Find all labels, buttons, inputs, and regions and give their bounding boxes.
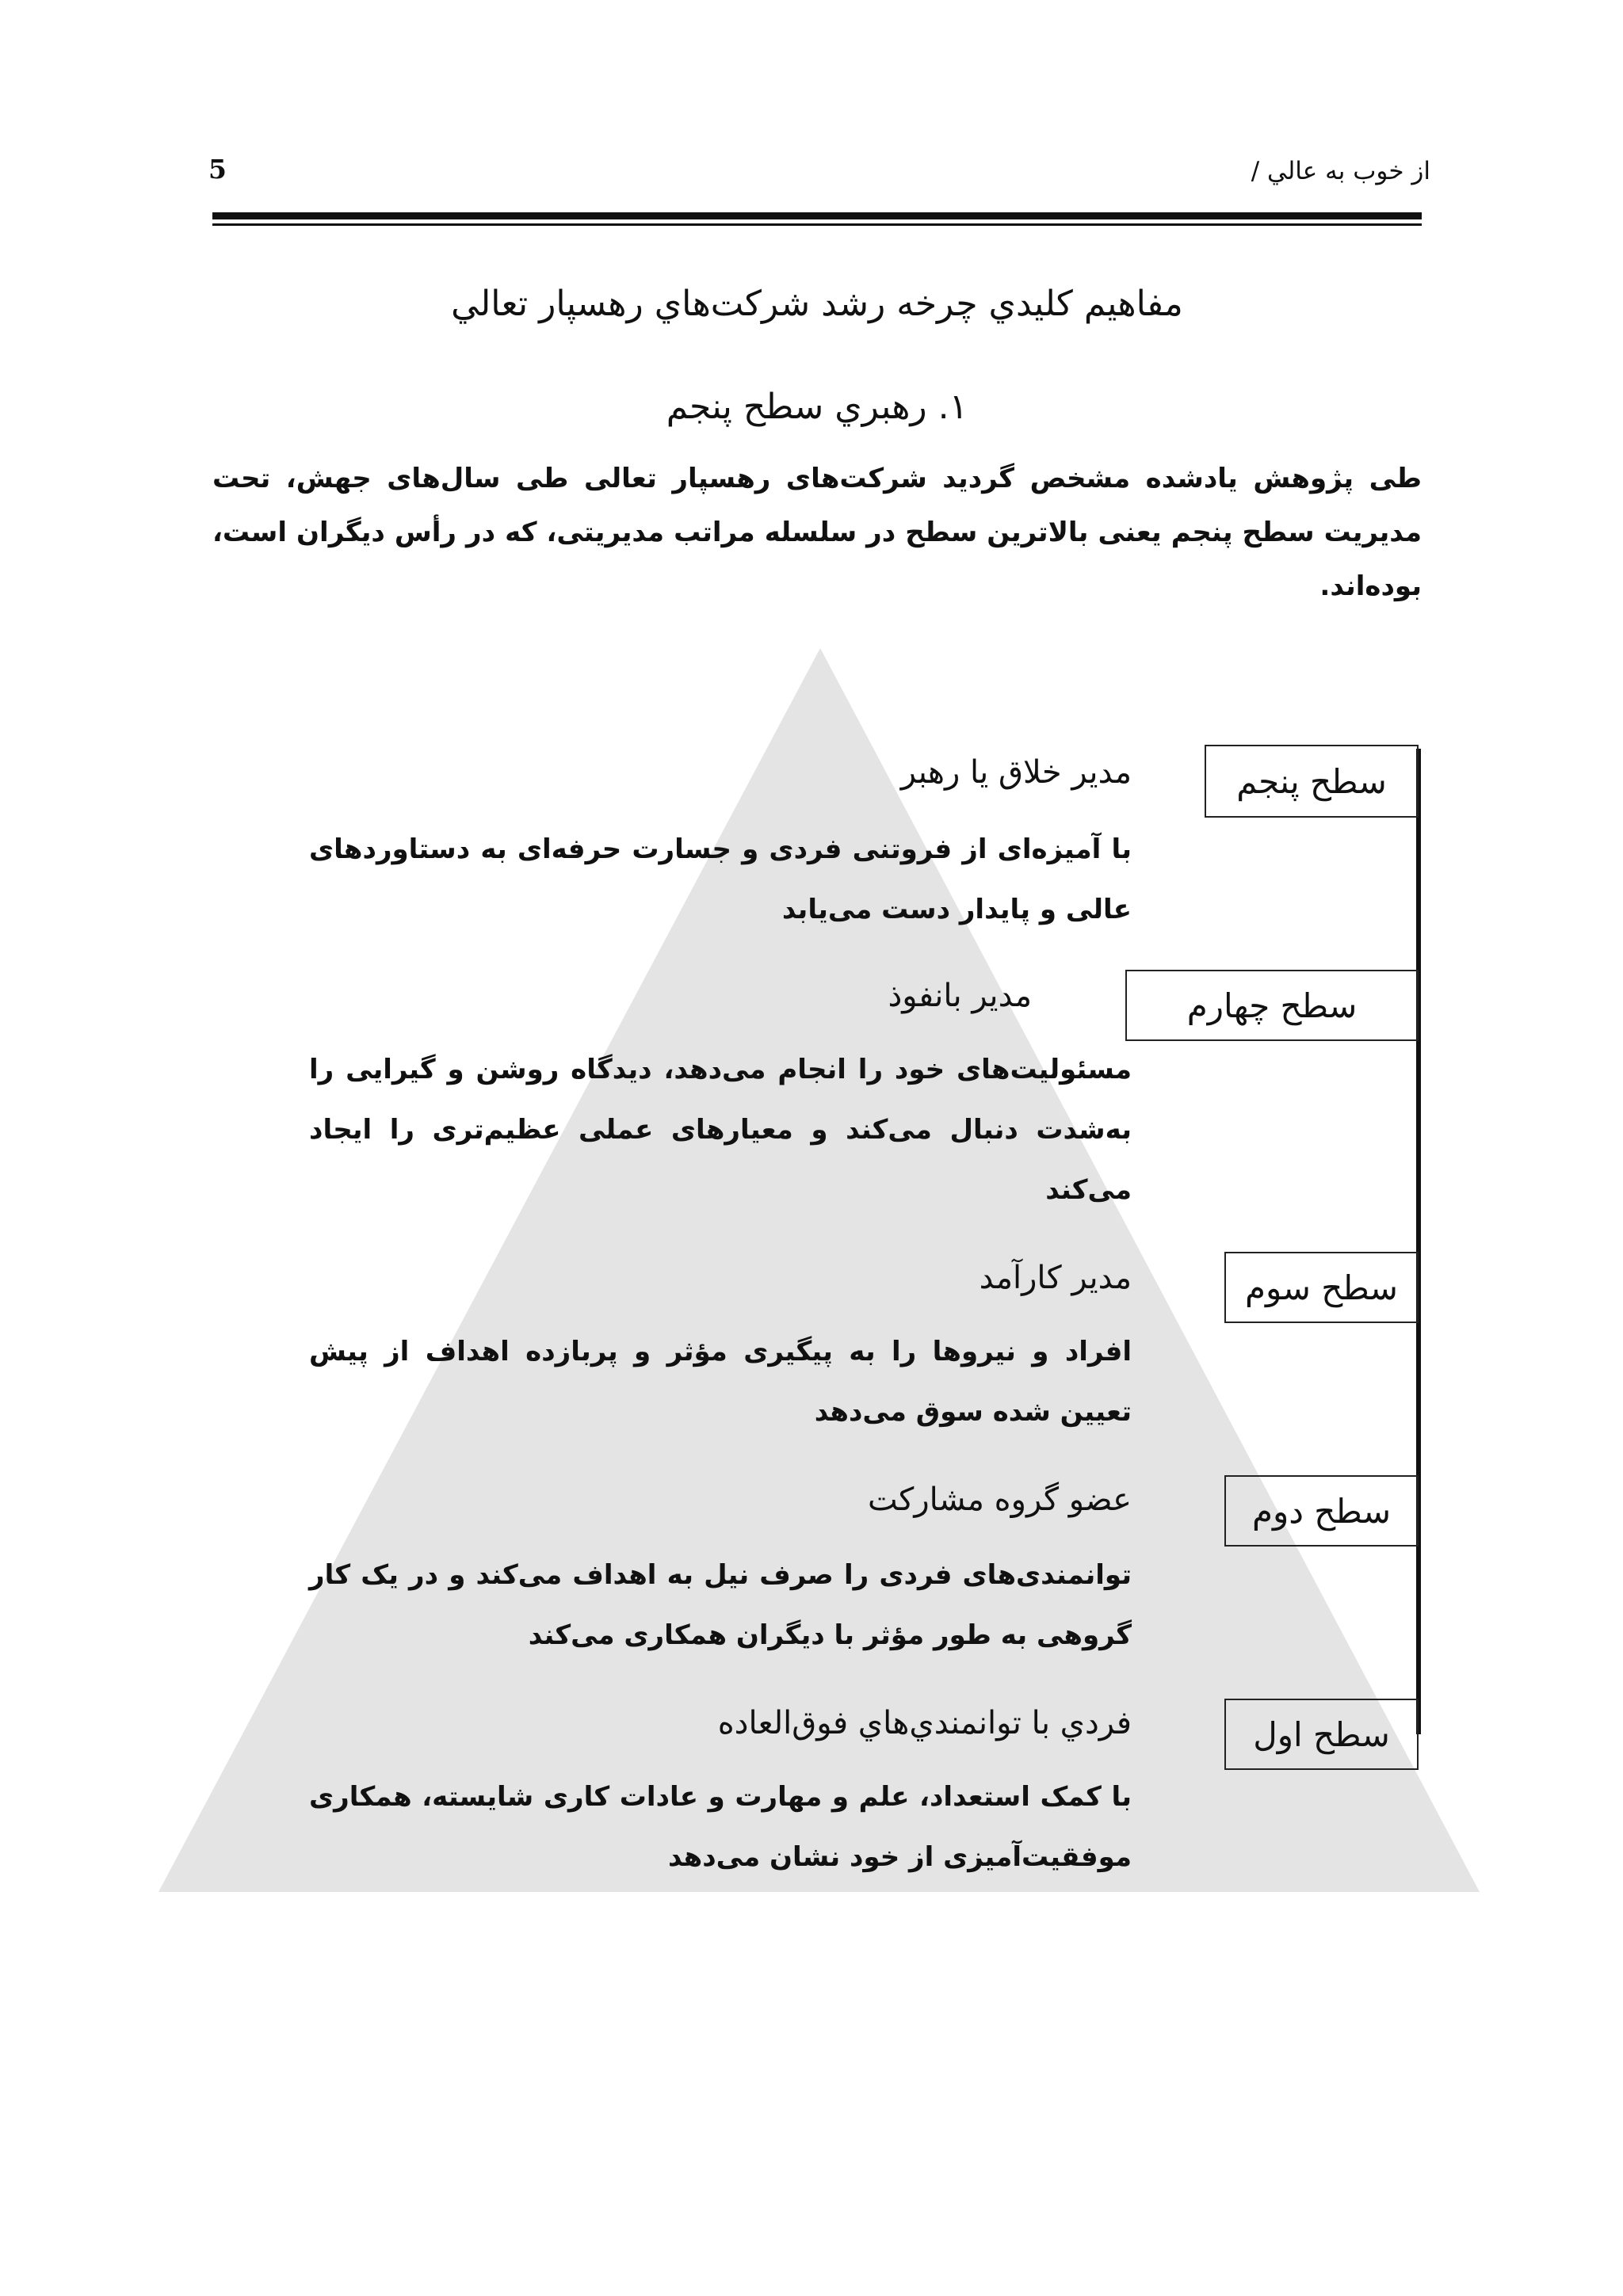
level-5-description: با آمیزه‌ای از فروتنی فردی و جسارت حرفه‌ای به دستاوردهای عالی و پایدار دست می‌یابد: [309, 833, 1132, 925]
level-5-label-box: سطح پنجم: [1205, 745, 1419, 818]
level-2-description: توانمندی‌های فردی را صرف نیل به اهداف می‌کند و در یک کار گروهی به طور مؤثر با دیگران همکاری می‌کند: [309, 1559, 1132, 1651]
level-1-title: فردي با توانمندي‌هاي فوق‌العاده: [717, 1705, 1132, 1741]
level-1-description: با کمک استعداد، علم و مهارت و عادات کاری شایسته، همکاری موفقیت‌آمیزی از خود نشان می‌دهد: [309, 1781, 1132, 1873]
level-3-label-box: سطح سوم: [1224, 1252, 1419, 1323]
level-1-label-box: سطح اول: [1224, 1699, 1419, 1770]
level-4-title: مدير بانفوذ: [888, 978, 1032, 1014]
level-4-description: مسئولیت‌های خود را انجام می‌دهد، دیدگاه روشن و گیرایی را به‌شدت دنبال می‌کند و معیارهای عملی عظیم‌تری را ایجاد می‌کند: [309, 1054, 1132, 1206]
page-title: مفاهيم كليدي چرخه رشد شركت‌هاي رهسپار تعالي: [451, 284, 1183, 324]
level-2-title: عضو گروه مشاركت: [868, 1482, 1132, 1518]
level-bracket-line: [1416, 749, 1421, 1734]
level-3-description: افراد و نیروها را به پیگیری مؤثر و پربازده اهداف از پیش تعیین شده سوق می‌دهد: [309, 1336, 1132, 1428]
page-number: 5: [208, 154, 227, 185]
level-3-title: مدير كارآمد: [979, 1260, 1132, 1296]
intro-paragraph: طی پژوهش یادشده مشخص گردید شرکت‌های رهسپار تعالی طی سال‌های جهش، تحت مدیریت سطح پنجم یعنی بالاترین سطح در سلسله مراتب مدیریتی، که در رأس دیگران است، بوده‌اند.: [212, 463, 1422, 602]
level-5-title: مدير خلاق يا رهبر: [900, 754, 1132, 791]
level-2-label-box: سطح دوم: [1224, 1475, 1419, 1547]
level-4-label-box: سطح چهارم: [1125, 970, 1419, 1041]
section-heading: ۱. رهبري سطح پنجم: [666, 387, 968, 427]
running-header-title: از خوب به عالي /: [1251, 157, 1430, 185]
